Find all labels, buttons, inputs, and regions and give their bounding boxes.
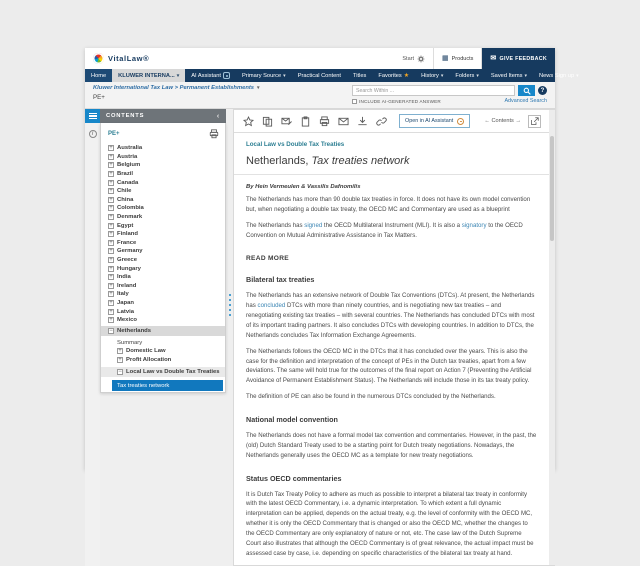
- tree-item-local-law-vs-double-tax-treaties[interactable]: [101, 367, 225, 377]
- contents-tree-panel: [100, 123, 226, 393]
- scrollbar-thumb[interactable]: [550, 136, 554, 241]
- tree-item-denmark[interactable]: [101, 213, 225, 222]
- top-actions: [394, 48, 555, 69]
- brand[interactable]: [93, 53, 149, 64]
- external-link-icon: [530, 117, 539, 126]
- nav-item-news-sign-up[interactable]: [533, 69, 585, 82]
- info-icon[interactable]: i: [89, 130, 97, 138]
- next-arrow-icon[interactable]: →: [515, 118, 521, 124]
- breadcrumb[interactable]: [93, 85, 260, 91]
- expand-icon[interactable]: +: [109, 274, 113, 281]
- expand-icon[interactable]: +: [118, 348, 122, 355]
- tree-item-germany[interactable]: [101, 247, 225, 256]
- tree-item-domestic-law[interactable]: [101, 347, 225, 356]
- text-run: the OECD Multilateral Instrument (MLI). It is also a: [322, 221, 462, 229]
- expand-icon[interactable]: +: [109, 205, 113, 212]
- byline: By Hein Vermeulen & Vassilis Dafnomilis: [246, 184, 361, 190]
- left-rail: [85, 109, 100, 566]
- tree-item-label: Austria: [117, 153, 138, 160]
- chevron-down-icon: ▾: [283, 72, 286, 79]
- chevron-down-icon: ▾: [524, 72, 528, 79]
- scrollbar-track[interactable]: [549, 110, 555, 565]
- tree-item-ireland[interactable]: [101, 282, 225, 291]
- breadcrumb-column: [93, 85, 260, 106]
- tree-item-finland[interactable]: [101, 230, 225, 239]
- toolbar-icons: [243, 116, 387, 127]
- tree-item-india[interactable]: [101, 273, 225, 282]
- text-run: The definition of PE can also be found in the numerous DTCs concluded by the Netherlands.: [246, 393, 496, 401]
- expand-icon[interactable]: +: [109, 291, 113, 298]
- nav-item-titles[interactable]: [347, 69, 372, 82]
- vitallaw-logo-icon: [93, 53, 104, 64]
- tree-item-label: France: [117, 239, 137, 246]
- nav-item-home[interactable]: [85, 69, 112, 82]
- ai-assistant-icon: [457, 118, 464, 125]
- tree-item-label: Summary: [117, 339, 143, 346]
- products-label: Products: [451, 55, 474, 62]
- inline-link[interactable]: signed: [304, 221, 323, 229]
- advanced-search-link[interactable]: Advanced Search: [504, 98, 547, 104]
- expand-icon[interactable]: +: [109, 308, 113, 315]
- document-title-italic: Tax treaties network: [311, 155, 410, 167]
- expand-icon[interactable]: +: [109, 179, 113, 186]
- chevron-down-icon: ▾: [440, 72, 444, 79]
- read-more-heading: READ MORE: [246, 255, 289, 263]
- start-label: Start: [402, 55, 415, 62]
- envelope-icon: ✉: [490, 55, 497, 62]
- tree-item-canada[interactable]: [101, 178, 225, 187]
- tree-item-label: Egypt: [117, 222, 134, 229]
- tree-item-japan[interactable]: [101, 299, 225, 308]
- nav-item-label: Home: [91, 72, 107, 79]
- chevron-down-icon: ▾: [257, 85, 260, 91]
- expand-icon[interactable]: +: [109, 248, 113, 255]
- feedback-label: GIVE FEEDBACK: [499, 55, 547, 62]
- section-heading-national-model-convention: National model convention: [246, 415, 338, 425]
- collapse-sidebar-icon[interactable]: ‹: [216, 112, 220, 120]
- expand-icon[interactable]: +: [109, 231, 113, 238]
- main-navigation: [85, 69, 579, 82]
- text-run: The Netherlands has an extensive network of Double Tax Conventions (DTCs). At present, the Netherlands has: [246, 292, 535, 310]
- tree-item-label: Latvia: [117, 308, 135, 315]
- nav-item-label: AI Assistant: [191, 72, 221, 79]
- document-title-main: Netherlands,: [246, 155, 309, 167]
- paragraph: [246, 221, 537, 241]
- document-pane: [233, 109, 555, 566]
- open-ai-assistant-button[interactable]: [399, 114, 470, 128]
- intro-paragraphs: [246, 195, 537, 240]
- download-icon[interactable]: [357, 116, 368, 127]
- tree-item-label: Belgium: [117, 162, 141, 169]
- paragraph: [246, 431, 537, 461]
- tree-item-label: Mexico: [117, 317, 137, 324]
- tree-item-mexico[interactable]: [101, 316, 225, 325]
- title-divider: [234, 174, 555, 175]
- tree-item-greece[interactable]: [101, 256, 225, 265]
- nav-rest: [185, 69, 584, 82]
- context-label: PE+: [93, 94, 105, 101]
- start-menu[interactable]: [394, 48, 433, 69]
- tree-item-belgium[interactable]: [101, 161, 225, 170]
- tree-item-label: Italy: [117, 291, 129, 298]
- collapse-icon[interactable]: −: [118, 369, 122, 376]
- link-icon[interactable]: [376, 116, 387, 127]
- search-options-row: [352, 98, 547, 104]
- ai-answer-checkbox-label: INCLUDE AI-GENERATED ANSWER: [359, 98, 441, 104]
- tree-item-label: Finland: [117, 231, 138, 238]
- nav-item-label: Folders: [455, 72, 475, 79]
- paragraph: [246, 291, 537, 340]
- section-heading-bilateral-tax-treaties: Bilateral tax treaties: [246, 275, 315, 285]
- tree-root-link[interactable]: PE+: [108, 131, 120, 137]
- document-title: [246, 155, 537, 167]
- expand-icon[interactable]: +: [109, 265, 113, 272]
- favorite-star-icon: ★: [403, 73, 410, 79]
- help-icon[interactable]: ?: [538, 86, 547, 95]
- workspace: [85, 109, 555, 566]
- nav-item-history[interactable]: [415, 69, 449, 82]
- breadcrumb-text: Kluwer International Tax Law > Permanent Establishments: [93, 85, 255, 91]
- tree-item-label: Brazil: [117, 171, 134, 178]
- expand-icon[interactable]: +: [109, 317, 113, 324]
- nav-item-label: Titles: [353, 72, 367, 79]
- nav-item-label: Primary Source: [241, 72, 282, 79]
- contents-pager[interactable]: [484, 118, 521, 124]
- tree-item-label: Hungary: [117, 265, 141, 272]
- tree-item-label: Colombia: [117, 205, 144, 212]
- gear-icon: [417, 55, 425, 63]
- contents-title: CONTENTS: [106, 113, 145, 119]
- favorite-star-icon[interactable]: [243, 116, 254, 127]
- brand-name: VitalLaw®: [108, 54, 150, 63]
- article-sections: [246, 275, 537, 558]
- search-button[interactable]: [518, 85, 535, 96]
- tree-item-label: Chile: [117, 188, 132, 195]
- ai-answer-checkbox[interactable]: [352, 99, 357, 104]
- nav-item-primary-source[interactable]: [236, 69, 292, 82]
- expand-icon[interactable]: +: [109, 214, 113, 221]
- inline-link[interactable]: concluded: [257, 302, 286, 310]
- tree-item-netherlands[interactable]: [101, 326, 225, 336]
- tree-item-label: Netherlands: [117, 328, 152, 335]
- tree-item-colombia[interactable]: [101, 204, 225, 213]
- contents-sidebar: [100, 109, 226, 566]
- email-icon[interactable]: [338, 116, 349, 127]
- nav-item-label: Favorites: [378, 72, 402, 79]
- expand-icon[interactable]: +: [109, 239, 113, 246]
- tree-item-brazil[interactable]: [101, 170, 225, 179]
- nav-item-label: News Sign up: [539, 72, 575, 79]
- tree-item-label: Canada: [117, 179, 139, 186]
- expand-icon[interactable]: +: [109, 171, 113, 178]
- menu-toggle-button[interactable]: [85, 109, 100, 123]
- expand-icon[interactable]: +: [109, 282, 113, 289]
- print-icon[interactable]: [319, 116, 330, 127]
- give-feedback-button[interactable]: [482, 48, 555, 69]
- text-run: The Netherlands does not have a formal model tax convention and commentaries. However, in the past, the (old) Dutch Standard Treaty used to be a starting point for Dutch treaty negotiations. Nowadays, the Netherlands generally uses the OECD MC as a template for new treaty negotiations.: [246, 432, 537, 459]
- expand-icon[interactable]: +: [109, 162, 113, 169]
- resize-handle[interactable]: [229, 294, 231, 316]
- top-header: [85, 48, 555, 69]
- paragraph: [246, 347, 537, 386]
- tree-item-label: Ireland: [117, 282, 137, 289]
- tree-item-tax-treaties-network[interactable]: [112, 380, 223, 391]
- email-edit-icon[interactable]: [281, 116, 292, 127]
- paragraph: [246, 195, 537, 215]
- tree-item-label: China: [117, 196, 134, 203]
- expand-icon[interactable]: +: [109, 153, 113, 160]
- app-window: [85, 48, 579, 557]
- tree-item-label: Denmark: [117, 214, 143, 221]
- tree-item-label: India: [117, 274, 131, 281]
- toolbar-right: [484, 115, 541, 128]
- open-ai-assistant-label: Open in AI Assistant: [405, 118, 454, 124]
- ai-assistant-icon: [223, 72, 230, 79]
- products-button[interactable]: [433, 48, 482, 69]
- expand-icon[interactable]: +: [109, 257, 113, 264]
- tree-top-row: [101, 127, 225, 144]
- tree-item-hungary[interactable]: [101, 264, 225, 273]
- tree-item-label: Greece: [117, 257, 137, 264]
- panel-gap: [226, 109, 233, 566]
- print-icon[interactable]: [209, 129, 219, 139]
- tree-item-italy[interactable]: [101, 290, 225, 299]
- document-body: [234, 133, 555, 565]
- tree-item-egypt[interactable]: [101, 221, 225, 230]
- chevron-down-icon: ▾: [576, 72, 579, 79]
- nav-item-ai-assistant[interactable]: [185, 69, 236, 82]
- search-area: [352, 85, 547, 106]
- tree-item-latvia[interactable]: [101, 307, 225, 316]
- tree-item-summary[interactable]: [101, 338, 225, 347]
- sub-header: [85, 82, 555, 109]
- inline-link[interactable]: signatory: [461, 221, 487, 229]
- nav-item-folders[interactable]: [449, 69, 484, 82]
- tree-item-label: Germany: [117, 248, 143, 255]
- tree-item-austria[interactable]: [101, 153, 225, 162]
- expand-icon[interactable]: +: [118, 356, 122, 363]
- expand-icon[interactable]: +: [109, 145, 113, 152]
- contents-tree: [101, 144, 225, 391]
- tree-item-france[interactable]: [101, 239, 225, 248]
- tree-item-chile[interactable]: [101, 187, 225, 196]
- search-icon: [523, 87, 531, 95]
- nav-item-kluwer-interna[interactable]: [112, 69, 185, 82]
- tree-item-label: Local Law vs Double Tax Treaties: [126, 369, 220, 376]
- text-run: The Netherlands has more than 90 double tax treaties in force. It does not have its own model convention but, when negotiating a double tax treaty, the OECD MC and Commentary are used as a blueprint: [246, 196, 531, 213]
- expand-icon[interactable]: +: [109, 188, 113, 195]
- tree-item-label: Australia: [117, 145, 143, 152]
- nav-item-favorites[interactable]: [372, 69, 415, 82]
- tree-item-profit-allocation[interactable]: [101, 356, 225, 365]
- paragraph: [246, 392, 537, 402]
- text-run: DTCs with more than ninety countries, and is negotiating new tax treaties – and renegotiating existing tax treaties – with several countries. The Netherlands has concluded DTCs with most of its important trading partners. It also concludes DTCs with developing countries. In addition to DTCs, the Netherlands concludes Tax Information Exchange Agreements.: [246, 302, 535, 339]
- chevron-down-icon: ▾: [476, 72, 479, 79]
- prev-arrow-icon[interactable]: ←: [484, 118, 490, 124]
- contents-pager-label: Contents: [491, 118, 514, 124]
- text-run: It is Dutch Tax Treaty Policy to adhere as much as possible to interpret a bilateral tax treaty in conformity with the latest OECD Commentary, i.e. a dynamic interpretation. To which extent a full dynamic interpretation can be applied, depends on the actual treaty, e.g. the level of conformity with the OECD MC, whether it is only the OECD Commentary that is changed or also the OECD MC, whether the changes to the OECD Commentary are only explanatory of nature or not, etc. The case law of the Dutch Supreme Court also illustrates that although the OECD Commentary is of great relevance, the actual impact must be assessed case by case, i.e. depending on specific characteristics of the bilateral tax treaty at hand.: [246, 490, 534, 557]
- nav-item-saved-items[interactable]: [485, 69, 533, 82]
- section-heading-status-oecd-commentaries: Status OECD commentaries: [246, 473, 342, 483]
- tree-item-label: Tax treaties network: [117, 382, 170, 389]
- tree-item-label: Profit Allocation: [126, 356, 172, 363]
- nav-item-label: KLUWER INTERNA...: [118, 72, 175, 79]
- text-run: The Netherlands has: [246, 221, 305, 229]
- tree-item-australia[interactable]: [101, 144, 225, 153]
- paragraph: [246, 490, 537, 559]
- search-input[interactable]: [352, 85, 515, 96]
- text-run: to the OECD Convention on Mutual Administrative Assistance in Tax Matters.: [246, 221, 523, 239]
- tree-item-label: Japan: [117, 299, 135, 306]
- clipboard-icon[interactable]: [300, 116, 311, 127]
- duplicate-icon[interactable]: [262, 116, 273, 127]
- expand-icon[interactable]: +: [109, 299, 113, 306]
- nav-item-label: Saved Items: [490, 72, 523, 79]
- nav-item-label: Practical Content: [297, 72, 341, 79]
- nav-item-practical-content[interactable]: [292, 69, 347, 82]
- parent-document-link[interactable]: Local Law vs Double Tax Treaties: [246, 141, 345, 148]
- nav-item-label: History: [421, 72, 439, 79]
- chevron-down-icon: ▾: [176, 72, 180, 79]
- text-run: The Netherlands follows the OECD MC in the DTCs that it has concluded over the years. This is also the case for the definition and interpretation of the concept of PEs in the Dutch tax treaties, apart from a few deviations. The same will hold true for the outcomes of the final report on Action 7 (Preventing the Artificial Avoidance of Permanent Establishment Status). The Netherlands will include those in its tax treaty policy.: [246, 347, 532, 385]
- ai-answer-checkbox-row: [352, 99, 441, 104]
- contents-header: [100, 109, 226, 123]
- expand-icon[interactable]: +: [109, 196, 113, 203]
- search-row: [352, 85, 547, 96]
- tree-item-china[interactable]: [101, 196, 225, 205]
- grid-icon: ▦: [442, 55, 449, 62]
- collapse-icon[interactable]: −: [109, 328, 113, 335]
- tree-item-label: Domestic Law: [126, 348, 166, 355]
- document-toolbar: [234, 110, 555, 133]
- open-in-new-window-button[interactable]: [528, 115, 541, 128]
- expand-icon[interactable]: +: [109, 222, 113, 229]
